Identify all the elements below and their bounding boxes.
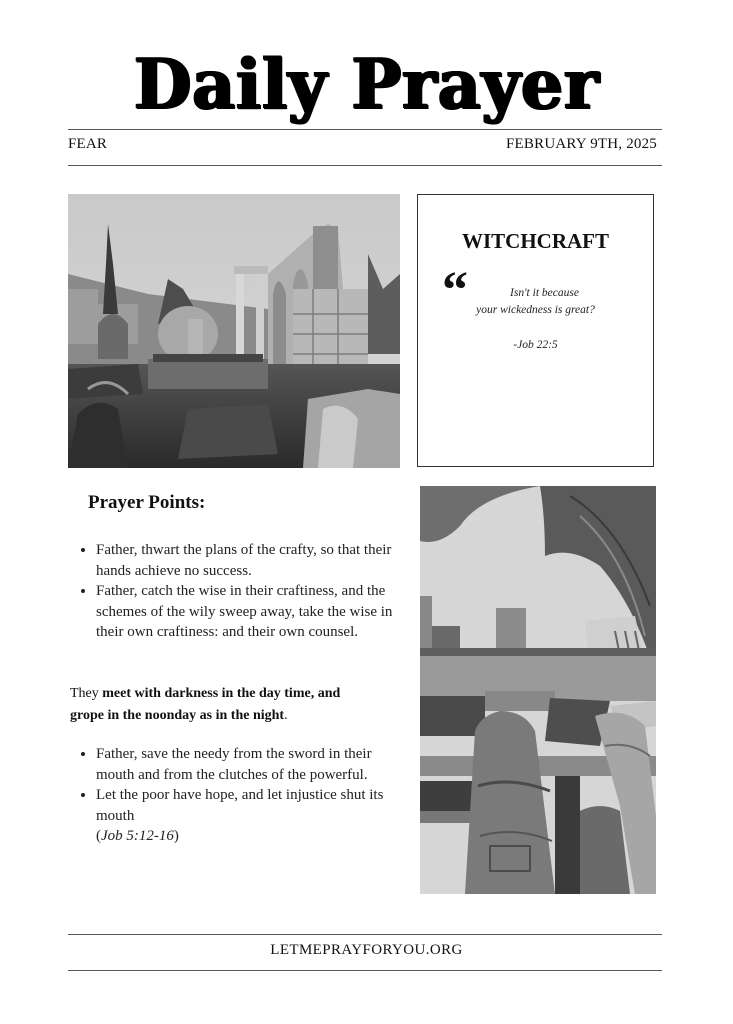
prayer-point: • Father, thwart the plans of the crafty, so that their hands achieve no success.: [96, 540, 406, 581]
citation: [96, 828, 179, 844]
topic-label: FEAR: [68, 136, 108, 152]
scripture-prefix: They: [70, 686, 103, 701]
citation-open: (: [96, 828, 101, 844]
header-rule-top: [68, 129, 662, 130]
page-title: Daily Prayer: [133, 43, 600, 125]
date-label: FEBRUARY 9TH, 2025: [506, 136, 657, 152]
scripture-paragraph: [70, 683, 370, 727]
footer-rule-top: [68, 934, 662, 935]
verse-card-title: WITCHCRAFT: [461, 229, 609, 253]
prayer-point: • Father, catch the wise in their craftiness, and the schemes of the wily sweep away, take the wise in their own craftiness: and their own counsel.: [96, 581, 406, 643]
scripture-bold-text: meet with darkness in the day time, and grope in the noonday as in the night: [70, 686, 341, 723]
prayer-points-heading: Prayer Points:: [88, 492, 206, 513]
opening-quote-icon: “: [442, 262, 468, 319]
verse-quote-line-2: your wickedness is great?: [476, 304, 595, 316]
verse-quote: [418, 285, 653, 319]
prayer-point-text: Let the poor have hope, and let injustice shut its mouth: [96, 787, 384, 824]
prayer-point: [96, 785, 406, 847]
prayer-point: • Father, save the needy from the sword in their mouth and from the clutches of the powerful.: [96, 744, 406, 785]
verse-reference: -Job 22:5: [513, 339, 558, 351]
citation-close: ): [173, 828, 179, 844]
footer-website-link[interactable]: LETMEPRAYFORYOU.ORG: [270, 942, 463, 958]
citation-reference: Job 5:12-16: [101, 828, 174, 844]
scripture-suffix: .: [284, 708, 288, 723]
header-rule-bottom: [68, 165, 662, 166]
temple-columns-photo: [420, 486, 656, 894]
prayer-points-list-1: [78, 540, 406, 643]
ruins-photo: [68, 194, 400, 468]
footer-rule-bottom: [68, 970, 662, 971]
verse-card: [417, 194, 654, 467]
verse-quote-line-1: Isn't it because: [510, 287, 579, 299]
prayer-points-list-2: [78, 744, 406, 847]
